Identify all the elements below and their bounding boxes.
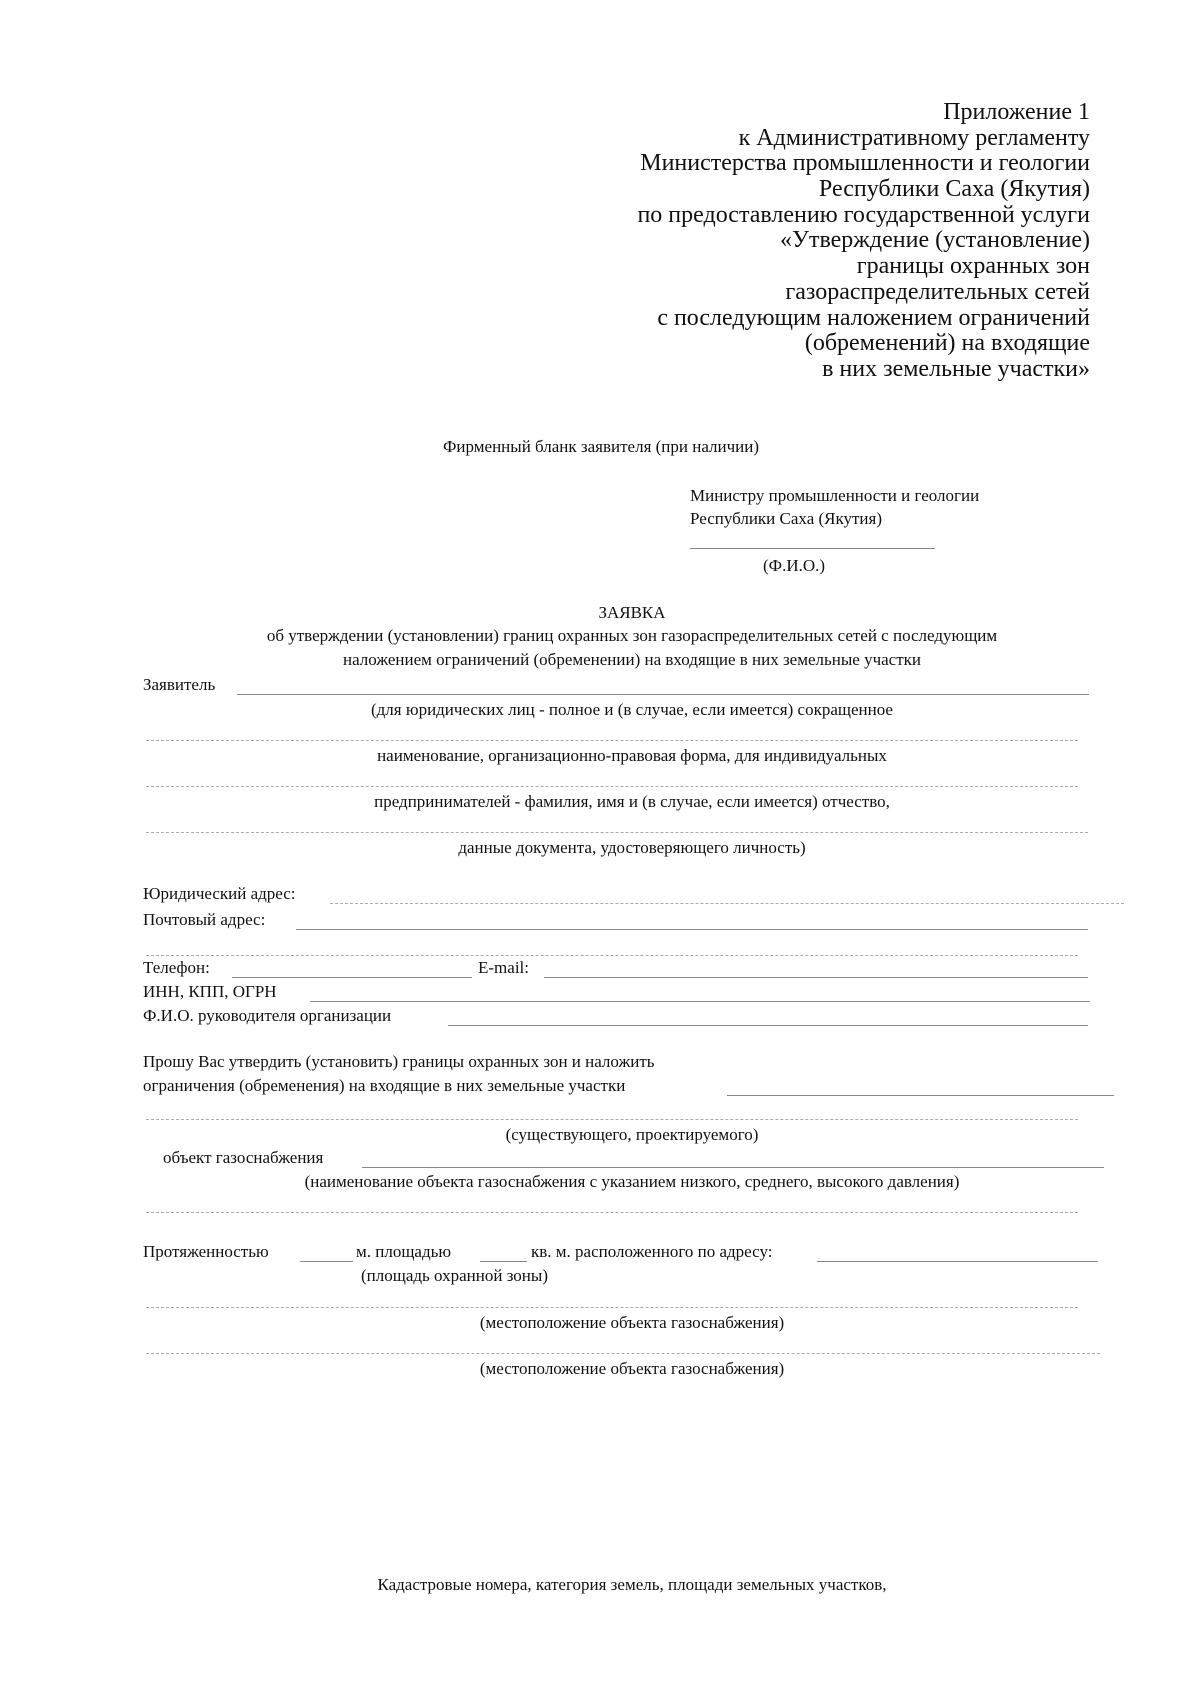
length-sqm-address-label: кв. м. расположенного по адресу: [531,1242,773,1261]
location-hint-2: (местоположение объекта газоснабжения) [479,1359,785,1378]
letterhead-note: Фирменный бланк заявителя (при наличии) [443,437,760,456]
request-line-2: ограничения (обременения) на входящие в них земельные участки [143,1076,626,1095]
location-hint-1: (местоположение объекта газоснабжения) [479,1313,785,1332]
inn-label: ИНН, КПП, ОГРН [143,982,277,1001]
applicant-hint-4: данные документа, удостоверяющего личность) [458,838,806,857]
header-line-7: границы охранных зон [856,253,1090,280]
addressee-fio-caption: (Ф.И.О.) [763,556,826,575]
area-input[interactable] [480,1261,527,1262]
header-line-8: газораспределительных сетей [785,278,1090,305]
header-line-4: Республики Саха (Якутия) [818,176,1090,203]
header-line-9: с последующим наложением ограничений [657,304,1090,331]
location-input-1[interactable] [146,1307,1078,1308]
applicant-input-line[interactable] [237,694,1089,695]
applicant-label: Заявитель [143,675,216,694]
phone-label: Телефон: [143,958,210,977]
email-input[interactable] [544,977,1088,978]
email-label: E-mail: [478,958,529,977]
cadastral-footer-line: Кадастровые номера, категория земель, площади земельных участков, [377,1575,887,1594]
addressee-fio-line [690,548,935,549]
addressee-line-1: Министру промышленности и геологии [690,486,980,505]
form-subtitle-1: об утверждении (установлении) границ охранных зон газораспределительных сетей с последующим [266,626,998,645]
head-fio-input[interactable] [448,1025,1088,1026]
legal-address-input[interactable] [330,903,1124,904]
header-line-1: Приложение 1 [943,99,1090,125]
applicant-hint-2: наименование, организационно-правовая форма, для индивидуальных [377,746,887,765]
form-title: ЗАЯВКА [598,603,666,622]
header-block [390,100,1090,383]
address-input[interactable] [817,1261,1098,1262]
object-input[interactable] [362,1167,1104,1168]
header-line-11: в них земельные участки» [822,355,1090,382]
applicant-hint-3: предпринимателей - фамилия, имя и (в случае, если имеется) отчество, [374,792,890,811]
inn-input[interactable] [310,1001,1090,1002]
object-label: объект газоснабжения [163,1148,324,1167]
applicant-input-line-2[interactable] [146,740,1078,741]
postal-address-input[interactable] [296,929,1088,930]
header-line-2: к Административному регламенту [738,124,1090,151]
object-input-2[interactable] [146,1212,1078,1213]
header-line-10: (обременений) на входящие [804,330,1090,357]
object-hint: (наименование объекта газоснабжения с указанием низкого, среднего, высокого давления) [304,1172,960,1191]
header-line-6: «Утверждение (установление) [779,227,1090,254]
form-subtitle-2: наложением ограничений (обременении) на входящие в них земельные участки [342,650,922,669]
legal-address-label: Юридический адрес: [143,884,296,903]
length-input[interactable] [300,1261,353,1262]
length-label: Протяженностью [143,1242,269,1261]
length-m-area-label: м. площадью [356,1242,452,1261]
request-status-hint: (существующего, проектируемого) [505,1125,759,1144]
location-input-2[interactable] [146,1353,1100,1354]
area-hint: (площадь охранной зоны) [361,1266,548,1285]
postal-address-input-2[interactable] [146,955,1078,956]
applicant-hint-1: (для юридических лиц - полное и (в случае, если имеется) сокращенное [371,700,893,719]
request-object-status-input[interactable] [146,1119,1078,1120]
head-fio-label: Ф.И.О. руководителя организации [143,1006,392,1025]
applicant-input-line-4[interactable] [146,832,1088,833]
addressee-line-2: Республики Саха (Якутия) [690,509,883,528]
postal-address-label: Почтовый адрес: [143,910,266,929]
header-line-5: по предоставлению государственной услуги [637,201,1090,228]
request-line-1: Прошу Вас утвердить (установить) границы охранных зон и наложить [143,1052,655,1071]
request-land-input[interactable] [727,1095,1114,1096]
header-line-3: Министерства промышленности и геологии [640,150,1090,177]
phone-input[interactable] [232,977,472,978]
applicant-input-line-3[interactable] [146,786,1078,787]
